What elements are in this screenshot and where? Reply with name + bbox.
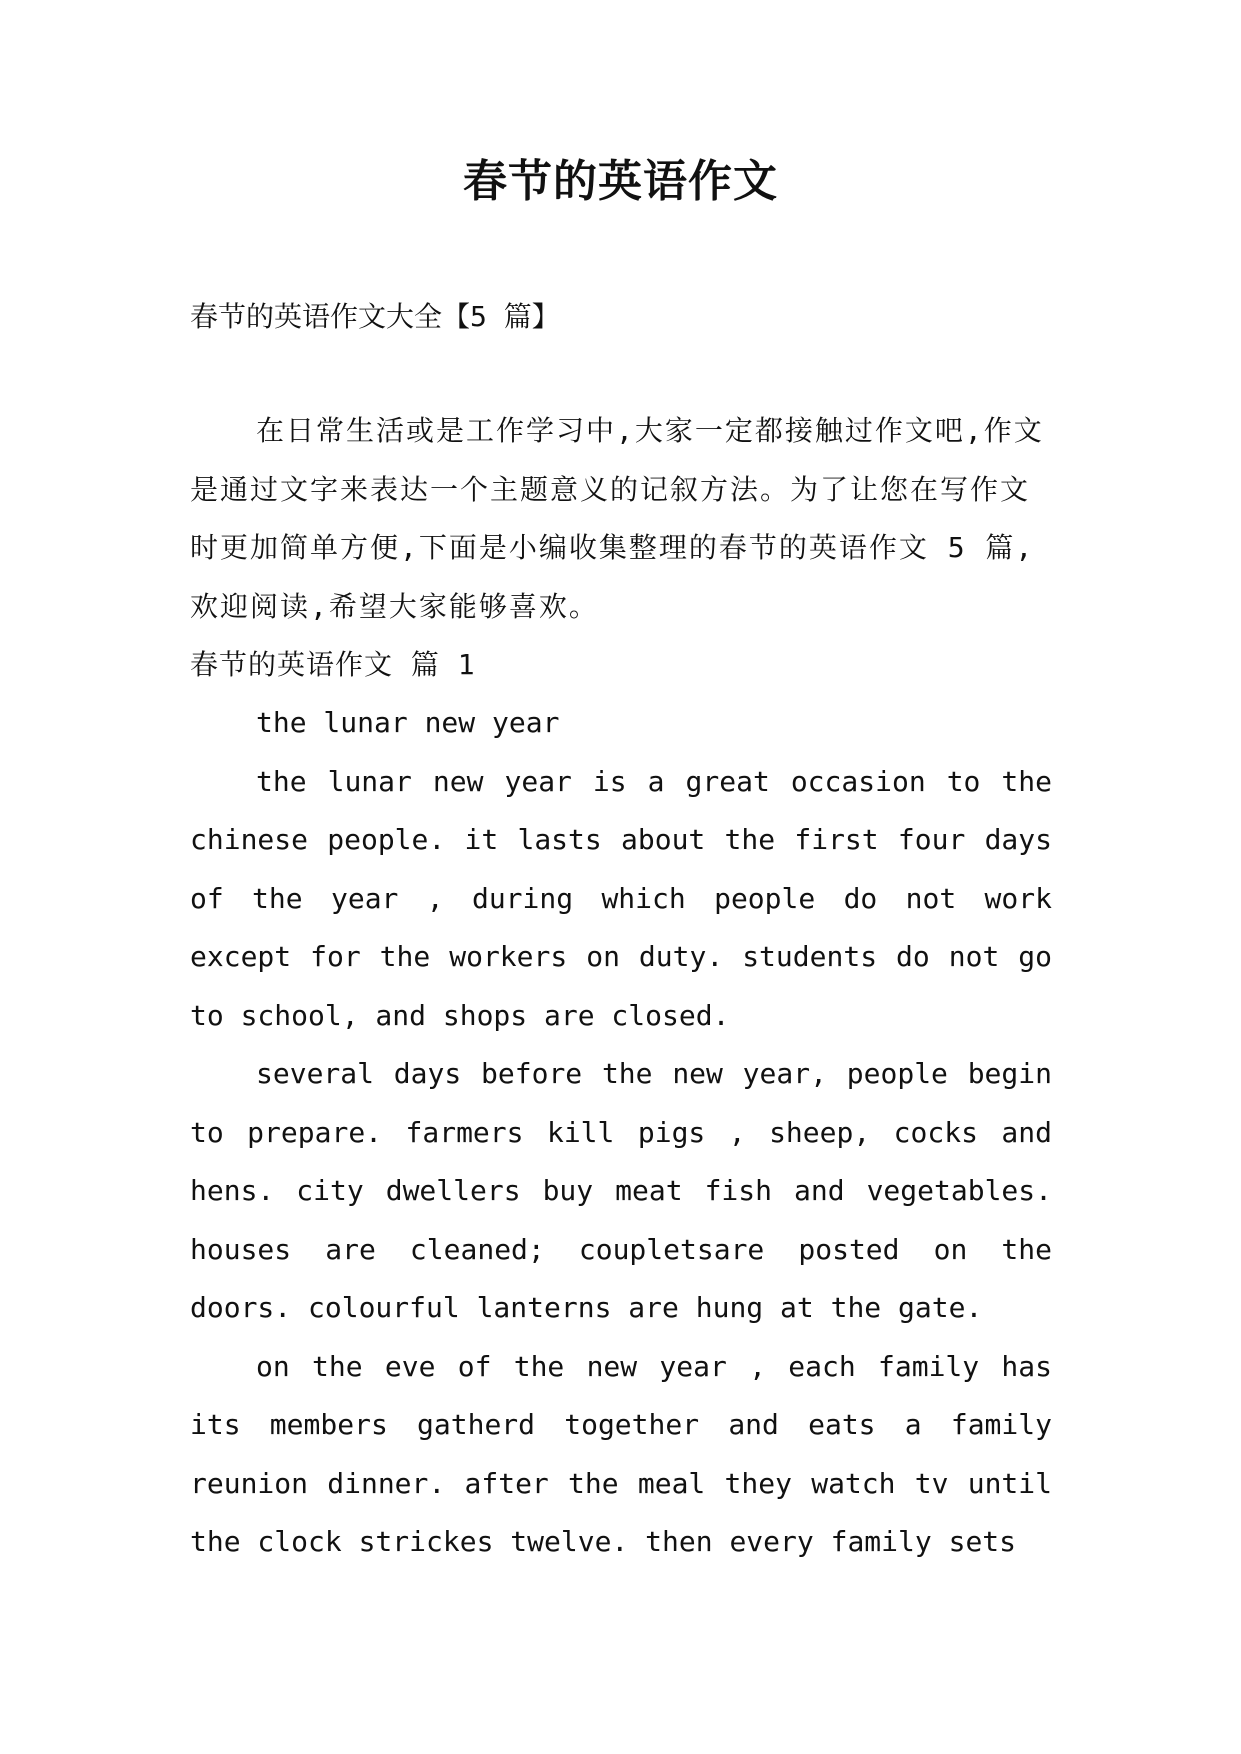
essay-paragraph-2: several days before the new year, people begin to prepare. farmers kill pigs , sheep, cocks and hens. city dwellers buy meat fish and vegetables. houses are cleaned; coupletsare posted on the doors. colourful lanterns are hung at the gate.	[190, 1057, 1052, 1324]
essay-title: the lunar new year	[256, 706, 560, 739]
essay-paragraph-1: the lunar new year is a great occasion to the chinese people. it lasts about the first four days of the year , during which people do not work except for the workers on duty. students do not go to school, and shops are closed.	[190, 764, 1052, 1032]
essay-paragraph-3: on the eve of the new year , each family has its members gatherd together and eats a family reunion dinner. after the meal they watch tv until the clock strickes twelve. then every family sets	[190, 1349, 1052, 1558]
section-heading: 春节的英语作文 篇 1	[190, 648, 476, 681]
document-title: 春节的英语作文	[463, 156, 778, 207]
essay-body	[190, 694, 1052, 1572]
document-subtitle: 春节的英语作文大全【5 篇】	[190, 300, 560, 333]
intro-paragraph: 在日常生活或是工作学习中,大家一定都接触过作文吧,作文是通过文字来表达一个主题意义的记叙方法。为了让您在写作文时更加简单方便,下面是小编收集整理的春节的英语作文 5 篇,欢迎阅读,希望大家能够喜欢。	[190, 414, 1044, 623]
